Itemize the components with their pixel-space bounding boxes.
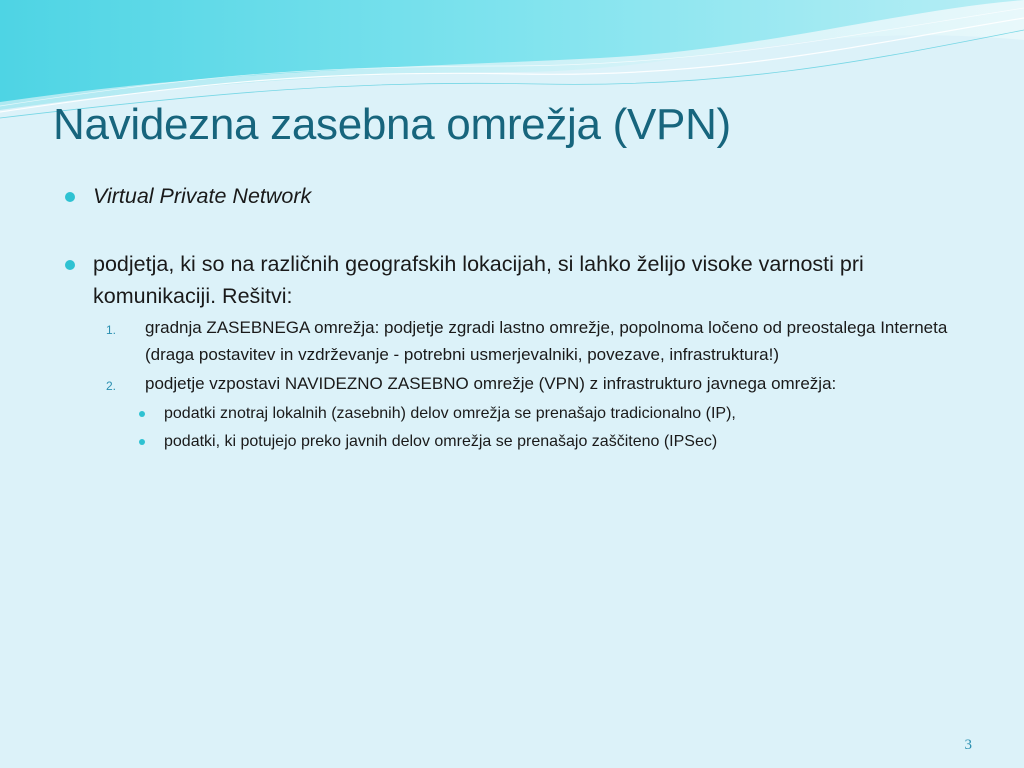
slide-title: Navidezna zasebna omrežja (VPN) [53, 100, 731, 149]
numbered-item [62, 371, 992, 398]
sub-bullet-item [62, 401, 992, 427]
numbered-item [62, 315, 992, 368]
item-number: 2. [106, 379, 117, 393]
bullet-dot-icon [65, 192, 75, 202]
numbered-item-text: gradnja ZASEBNEGA omrežja: podjetje zgradi lastno omrežje, popolnoma ločeno od preostalega Interneta (draga postavitev in vzdrževanje - potrebni usmerjevalniki, povezave, infrastruktura!) [145, 318, 948, 364]
bullet-dot-icon [65, 260, 75, 270]
sub-bullet-dot-icon [139, 411, 145, 417]
bullet-item [62, 248, 992, 312]
item-number: 1. [106, 323, 117, 337]
bullet-item [62, 180, 992, 212]
slide-body [62, 180, 992, 457]
sub-bullet-item [62, 429, 992, 455]
sub-bullet-text: podatki znotraj lokalnih (zasebnih) delov omrežja se prenašajo tradicionalno (IP), [164, 404, 736, 422]
numbered-item-text: podjetje vzpostavi NAVIDEZNO ZASEBNO omrežje (VPN) z infrastrukturo javnega omrežja: [145, 374, 837, 393]
sub-bullet-text: podatki, ki potujejo preko javnih delov omrežja se prenašajo zaščiteno (IPSec) [164, 432, 718, 450]
bullet-text: podjetja, ki so na različnih geografskih lokacijah, si lahko želijo visoke varnosti pri komunikaciji. Rešitvi: [93, 252, 864, 308]
bullet-text: Virtual Private Network [93, 184, 312, 208]
sub-bullet-dot-icon [139, 439, 145, 445]
page-number: 3 [964, 737, 972, 753]
